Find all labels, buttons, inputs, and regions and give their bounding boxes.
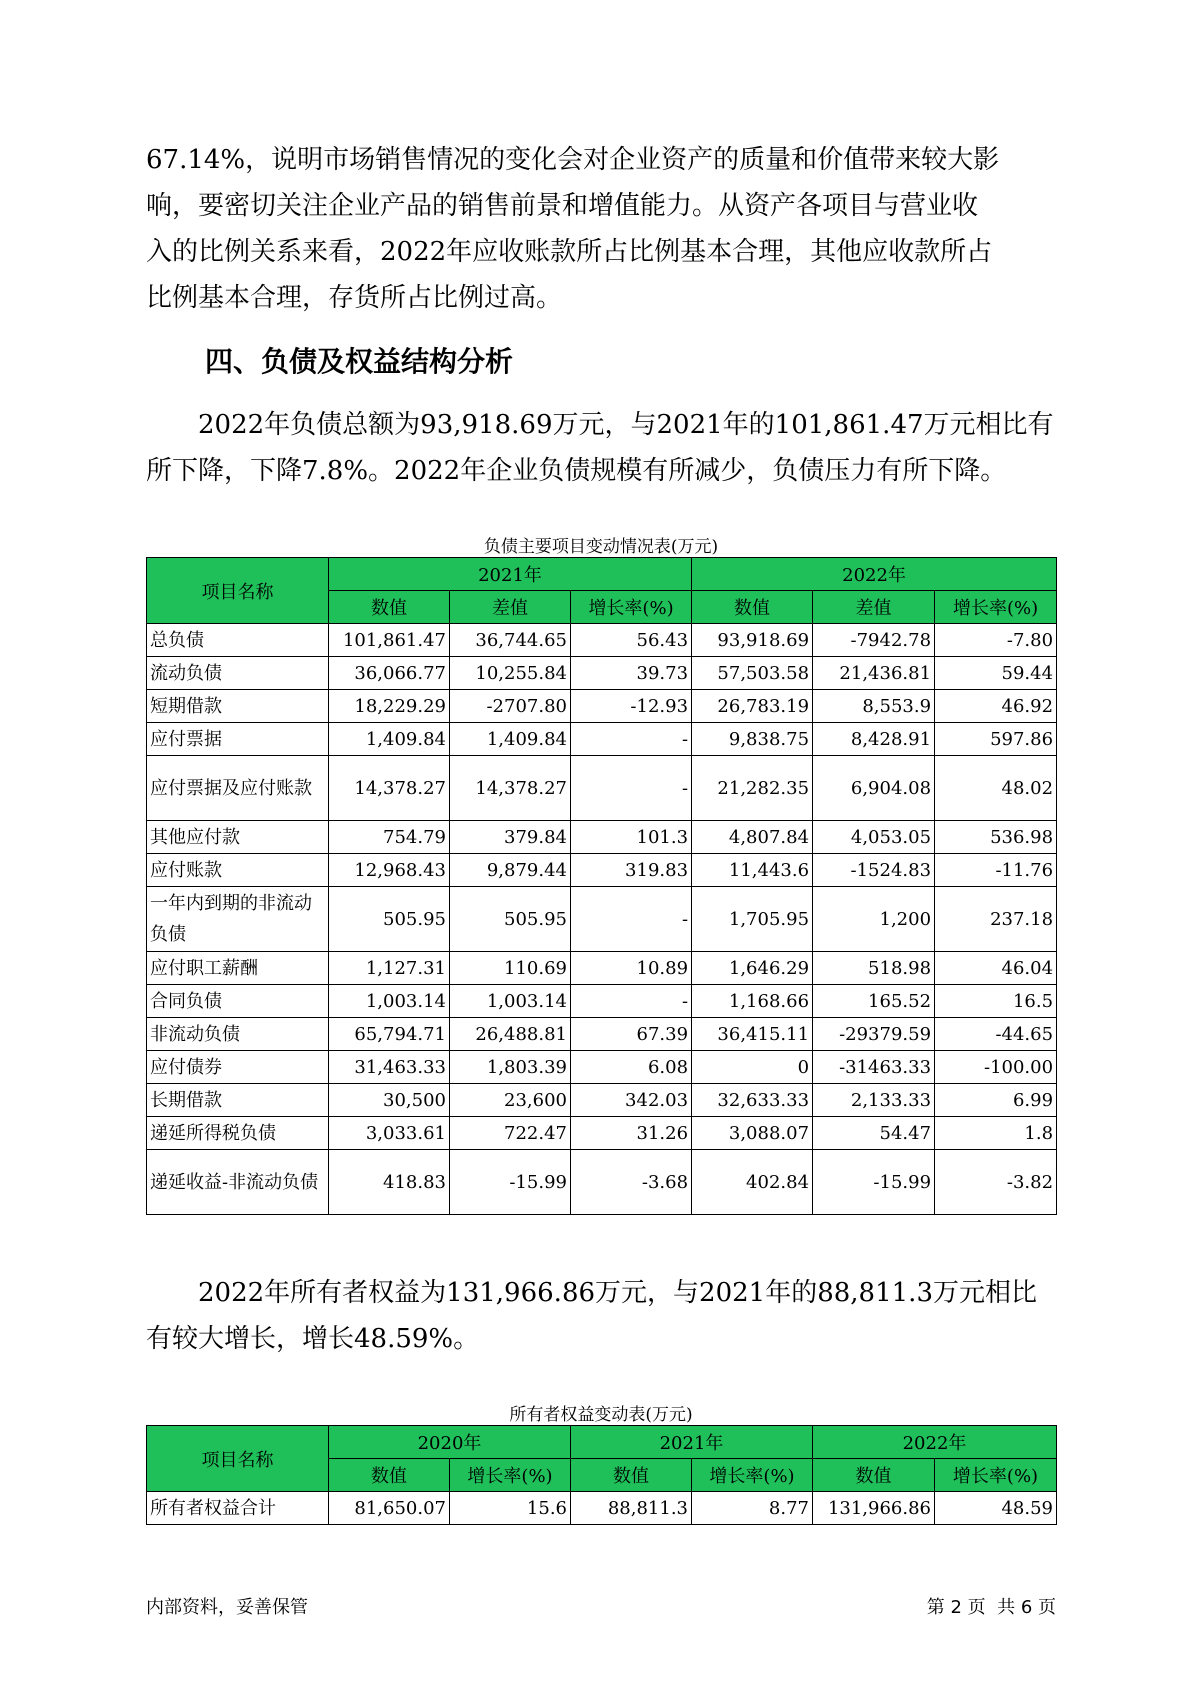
growth-rate-cell: 56.43 xyxy=(571,624,692,657)
value-cell: 3,033.61 xyxy=(329,1117,450,1150)
growth-rate-cell: 39.73 xyxy=(571,657,692,690)
table-row xyxy=(147,1150,1057,1215)
growth-rate-cell: 31.26 xyxy=(571,1117,692,1150)
growth-rate-cell: - xyxy=(571,887,692,952)
difference-cell: 6,904.08 xyxy=(813,756,935,821)
value-cell: 21,282.35 xyxy=(692,756,813,821)
difference-cell: 518.98 xyxy=(813,952,935,985)
growth-rate-cell: 8.77 xyxy=(692,1492,813,1525)
column-header-year-2021: 2021年 xyxy=(571,1426,813,1459)
column-header-difference: 差值 xyxy=(450,591,571,624)
difference-cell: -7942.78 xyxy=(813,624,935,657)
value-cell: 1,705.95 xyxy=(692,887,813,952)
value-cell: 1,003.14 xyxy=(329,985,450,1018)
growth-rate-cell: 6.99 xyxy=(935,1084,1057,1117)
table-row xyxy=(147,1018,1057,1051)
column-header-value: 数值 xyxy=(813,1459,935,1492)
difference-cell: 9,879.44 xyxy=(450,854,571,887)
item-name-cell: 递延收益-非流动负债 xyxy=(147,1150,329,1215)
table-row xyxy=(147,952,1057,985)
growth-rate-cell: 536.98 xyxy=(935,821,1057,854)
difference-cell: 10,255.84 xyxy=(450,657,571,690)
table-row xyxy=(147,723,1057,756)
difference-cell: 4,053.05 xyxy=(813,821,935,854)
growth-rate-cell: 59.44 xyxy=(935,657,1057,690)
table-row xyxy=(147,1117,1057,1150)
growth-rate-cell: 48.59 xyxy=(935,1492,1057,1525)
footer-confidential-note: 内部资料，妥善保管 xyxy=(146,1597,308,1618)
table-row xyxy=(147,854,1057,887)
value-cell: 0 xyxy=(692,1051,813,1084)
column-header-year-2022: 2022年 xyxy=(692,558,1057,591)
column-header-value: 数值 xyxy=(692,591,813,624)
table-row xyxy=(147,1051,1057,1084)
value-cell: 1,409.84 xyxy=(329,723,450,756)
item-name-cell: 递延所得税负债 xyxy=(147,1117,329,1150)
growth-rate-cell: -44.65 xyxy=(935,1018,1057,1051)
growth-rate-cell: - xyxy=(571,985,692,1018)
item-name-cell: 应付职工薪酬 xyxy=(147,952,329,985)
growth-rate-cell: -3.82 xyxy=(935,1150,1057,1215)
item-name-cell: 非流动负债 xyxy=(147,1018,329,1051)
value-cell: 36,415.11 xyxy=(692,1018,813,1051)
table-row xyxy=(147,1492,1057,1525)
liability-paragraph xyxy=(146,402,1056,494)
column-header-item-name: 项目名称 xyxy=(147,558,329,624)
difference-cell: 14,378.27 xyxy=(450,756,571,821)
difference-cell: -15.99 xyxy=(450,1150,571,1215)
difference-cell: 165.52 xyxy=(813,985,935,1018)
value-cell: 81,650.07 xyxy=(329,1492,450,1525)
value-cell: 14,378.27 xyxy=(329,756,450,821)
value-cell: 418.83 xyxy=(329,1150,450,1215)
column-header-growth-rate: 增长率(%) xyxy=(935,1459,1057,1492)
growth-rate-cell: 16.5 xyxy=(935,985,1057,1018)
difference-cell: 8,553.9 xyxy=(813,690,935,723)
text-line: 入的比例关系来看，2022年应收账款所占比例基本合理，其他应收款所占 xyxy=(146,237,993,267)
column-header-value: 数值 xyxy=(329,591,450,624)
value-cell: 93,918.69 xyxy=(692,624,813,657)
column-header-growth-rate: 增长率(%) xyxy=(450,1459,571,1492)
item-name-cell: 一年内到期的非流动负债 xyxy=(147,887,329,952)
difference-cell: 1,003.14 xyxy=(450,985,571,1018)
growth-rate-cell: -3.68 xyxy=(571,1150,692,1215)
column-header-growth-rate: 增长率(%) xyxy=(692,1459,813,1492)
difference-cell: 379.84 xyxy=(450,821,571,854)
difference-cell: 36,744.65 xyxy=(450,624,571,657)
value-cell: 31,463.33 xyxy=(329,1051,450,1084)
text-line: 2022年负债总额为93,918.69万元，与2021年的101,861.47万元相比有 xyxy=(198,410,1054,440)
item-name-cell: 所有者权益合计 xyxy=(147,1492,329,1525)
column-header-item-name: 项目名称 xyxy=(147,1426,329,1492)
difference-cell: 23,600 xyxy=(450,1084,571,1117)
value-cell: 32,633.33 xyxy=(692,1084,813,1117)
liability-table-caption: 负债主要项目变动情况表(万元) xyxy=(483,537,719,557)
growth-rate-cell: -100.00 xyxy=(935,1051,1057,1084)
growth-rate-cell: 101.3 xyxy=(571,821,692,854)
equity-table-caption: 所有者权益变动表(万元) xyxy=(509,1405,693,1425)
value-cell: 88,811.3 xyxy=(571,1492,692,1525)
value-cell: 65,794.71 xyxy=(329,1018,450,1051)
growth-rate-cell: - xyxy=(571,756,692,821)
table-row xyxy=(147,887,1057,952)
value-cell: 1,168.66 xyxy=(692,985,813,1018)
section-heading: 四、负债及权益结构分析 xyxy=(205,345,514,378)
growth-rate-cell: 1.8 xyxy=(935,1117,1057,1150)
table-row xyxy=(147,756,1057,821)
value-cell: 101,861.47 xyxy=(329,624,450,657)
growth-rate-cell: 48.02 xyxy=(935,756,1057,821)
table-row xyxy=(147,690,1057,723)
value-cell: 754.79 xyxy=(329,821,450,854)
growth-rate-cell: 319.83 xyxy=(571,854,692,887)
growth-rate-cell: 46.92 xyxy=(935,690,1057,723)
difference-cell: 26,488.81 xyxy=(450,1018,571,1051)
difference-cell: 1,409.84 xyxy=(450,723,571,756)
difference-cell: 8,428.91 xyxy=(813,723,935,756)
growth-rate-cell: -7.80 xyxy=(935,624,1057,657)
footer-page-number: 第 2 页 共 6 页 xyxy=(926,1597,1056,1618)
growth-rate-cell: 67.39 xyxy=(571,1018,692,1051)
difference-cell: 505.95 xyxy=(450,887,571,952)
item-name-cell: 长期借款 xyxy=(147,1084,329,1117)
text-line: 67.14%，说明市场销售情况的变化会对企业资产的质量和价值带来较大影 xyxy=(146,145,1000,175)
growth-rate-cell: -12.93 xyxy=(571,690,692,723)
growth-rate-cell: - xyxy=(571,723,692,756)
column-header-difference: 差值 xyxy=(813,591,935,624)
value-cell: 505.95 xyxy=(329,887,450,952)
value-cell: 4,807.84 xyxy=(692,821,813,854)
intro-paragraph xyxy=(146,137,1056,321)
column-header-growth-rate: 增长率(%) xyxy=(935,591,1057,624)
difference-cell: -31463.33 xyxy=(813,1051,935,1084)
text-line: 比例基本合理，存货所占比例过高。 xyxy=(146,283,563,313)
difference-cell: 54.47 xyxy=(813,1117,935,1150)
difference-cell: -15.99 xyxy=(813,1150,935,1215)
growth-rate-cell: 237.18 xyxy=(935,887,1057,952)
text-line: 所下降，下降7.8%。2022年企业负债规模有所减少，负债压力有所下降。 xyxy=(146,456,1007,486)
growth-rate-cell: -11.76 xyxy=(935,854,1057,887)
value-cell: 36,066.77 xyxy=(329,657,450,690)
difference-cell: -1524.83 xyxy=(813,854,935,887)
value-cell: 18,229.29 xyxy=(329,690,450,723)
item-name-cell: 总负债 xyxy=(147,624,329,657)
equity-paragraph xyxy=(146,1270,1056,1362)
value-cell: 26,783.19 xyxy=(692,690,813,723)
text-line: 有较大增长，增长48.59%。 xyxy=(146,1324,480,1354)
value-cell: 3,088.07 xyxy=(692,1117,813,1150)
item-name-cell: 流动负债 xyxy=(147,657,329,690)
value-cell: 1,646.29 xyxy=(692,952,813,985)
value-cell: 12,968.43 xyxy=(329,854,450,887)
column-header-value: 数值 xyxy=(329,1459,450,1492)
difference-cell: 2,133.33 xyxy=(813,1084,935,1117)
value-cell: 131,966.86 xyxy=(813,1492,935,1525)
difference-cell: 722.47 xyxy=(450,1117,571,1150)
value-cell: 1,127.31 xyxy=(329,952,450,985)
text-line: 2022年所有者权益为131,966.86万元，与2021年的88,811.3万元相比 xyxy=(198,1278,1037,1308)
growth-rate-cell: 597.86 xyxy=(935,723,1057,756)
column-header-year-2022: 2022年 xyxy=(813,1426,1057,1459)
value-cell: 11,443.6 xyxy=(692,854,813,887)
column-header-growth-rate: 增长率(%) xyxy=(571,591,692,624)
table-row xyxy=(147,1084,1057,1117)
growth-rate-cell: 6.08 xyxy=(571,1051,692,1084)
growth-rate-cell: 46.04 xyxy=(935,952,1057,985)
value-cell: 9,838.75 xyxy=(692,723,813,756)
value-cell: 402.84 xyxy=(692,1150,813,1215)
difference-cell: -29379.59 xyxy=(813,1018,935,1051)
difference-cell: 110.69 xyxy=(450,952,571,985)
difference-cell: 1,803.39 xyxy=(450,1051,571,1084)
difference-cell: 1,200 xyxy=(813,887,935,952)
growth-rate-cell: 342.03 xyxy=(571,1084,692,1117)
difference-cell: 21,436.81 xyxy=(813,657,935,690)
table-row xyxy=(147,821,1057,854)
item-name-cell: 短期借款 xyxy=(147,690,329,723)
growth-rate-cell: 15.6 xyxy=(450,1492,571,1525)
column-header-value: 数值 xyxy=(571,1459,692,1492)
text-line: 响，要密切关注企业产品的销售前景和增值能力。从资产各项目与营业收 xyxy=(146,191,979,221)
item-name-cell: 应付票据 xyxy=(147,723,329,756)
difference-cell: -2707.80 xyxy=(450,690,571,723)
value-cell: 30,500 xyxy=(329,1084,450,1117)
item-name-cell: 合同负债 xyxy=(147,985,329,1018)
growth-rate-cell: 10.89 xyxy=(571,952,692,985)
value-cell: 57,503.58 xyxy=(692,657,813,690)
table-row xyxy=(147,624,1057,657)
column-header-year-2021: 2021年 xyxy=(329,558,692,591)
equity-table xyxy=(146,1425,1057,1525)
item-name-cell: 其他应付款 xyxy=(147,821,329,854)
table-row xyxy=(147,657,1057,690)
item-name-cell: 应付债券 xyxy=(147,1051,329,1084)
column-header-year-2020: 2020年 xyxy=(329,1426,571,1459)
table-row xyxy=(147,985,1057,1018)
item-name-cell: 应付票据及应付账款 xyxy=(147,756,329,821)
item-name-cell: 应付账款 xyxy=(147,854,329,887)
liability-table xyxy=(146,557,1057,1215)
